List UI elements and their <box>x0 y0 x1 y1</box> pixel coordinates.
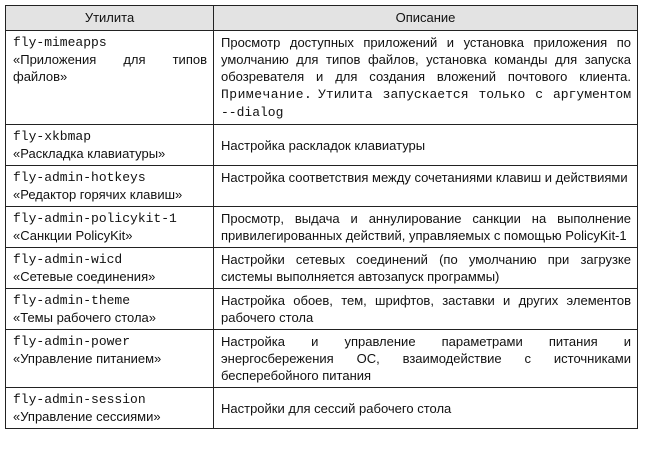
utility-cell <box>6 248 214 289</box>
description-cell: Настройки сетевых соединений (по умолчанию при загрузке системы выполняется автозапуск программы) <box>214 248 638 289</box>
header-description: Описание <box>214 6 638 31</box>
table-header-row <box>6 6 638 31</box>
utility-cell <box>6 289 214 330</box>
utility-command: fly-admin-wicd <box>13 252 123 267</box>
utility-cell <box>6 207 214 248</box>
utility-name: «Приложения для типов файлов» <box>13 52 207 84</box>
utility-name: «Управление питанием» <box>13 351 162 366</box>
utility-name: «Управление сессиями» <box>13 409 161 424</box>
utility-command: fly-xkbmap <box>13 129 92 144</box>
description-cell: Настройка соответствия между сочетаниями клавиш и действиями <box>214 166 638 207</box>
description-cell: Настройка раскладок клавиатуры <box>214 125 638 166</box>
description-text: Просмотр доступных приложений и установка приложения по умолчанию для типов файлов, установка команды для запуска обозревателя и для создания вложений почтового клиента. <box>221 35 631 84</box>
utility-command: fly-admin-power <box>13 334 131 349</box>
description-cell: Просмотр, выдача и аннулирование санкции на выполнение привилегированных действий, управляемых с помощью PolicyKit-1 <box>214 207 638 248</box>
note-label: Примечание. <box>221 87 313 102</box>
utility-name: «Редактор горячих клавиш» <box>13 187 183 202</box>
note-text: Утилита запускается только с аргументом --dialog <box>221 87 631 120</box>
utility-cell <box>6 125 214 166</box>
description-cell <box>214 31 638 125</box>
utility-cell <box>6 330 214 388</box>
utility-cell <box>6 31 214 125</box>
description-cell: Настройки для сессий рабочего стола <box>214 388 638 429</box>
utility-command: fly-admin-theme <box>13 293 131 308</box>
table-row <box>6 248 638 289</box>
utilities-table <box>5 5 638 429</box>
table-row <box>6 289 638 330</box>
description-cell: Настройка и управление параметрами питания и энергосбережения ОС, взаимодействие с источниками бесперебойного питания <box>214 330 638 388</box>
table-row <box>6 125 638 166</box>
table-row <box>6 388 638 429</box>
table-row <box>6 207 638 248</box>
utility-name: «Раскладка клавиатуры» <box>13 146 166 161</box>
utility-name: «Санкции PolicyKit» <box>13 228 133 243</box>
utility-name: «Сетевые соединения» <box>13 269 156 284</box>
utility-name: «Темы рабочего стола» <box>13 310 157 325</box>
utility-command: fly-admin-policykit-1 <box>13 211 177 226</box>
utility-command: fly-admin-hotkeys <box>13 170 146 185</box>
table-row <box>6 31 638 125</box>
table-row <box>6 330 638 388</box>
utility-cell <box>6 166 214 207</box>
utility-cell <box>6 388 214 429</box>
description-cell: Настройка обоев, тем, шрифтов, заставки и других элементов рабочего стола <box>214 289 638 330</box>
table-row <box>6 166 638 207</box>
header-utility: Утилита <box>6 6 214 31</box>
utility-command: fly-mimeapps <box>13 35 107 50</box>
utility-command: fly-admin-session <box>13 392 146 407</box>
